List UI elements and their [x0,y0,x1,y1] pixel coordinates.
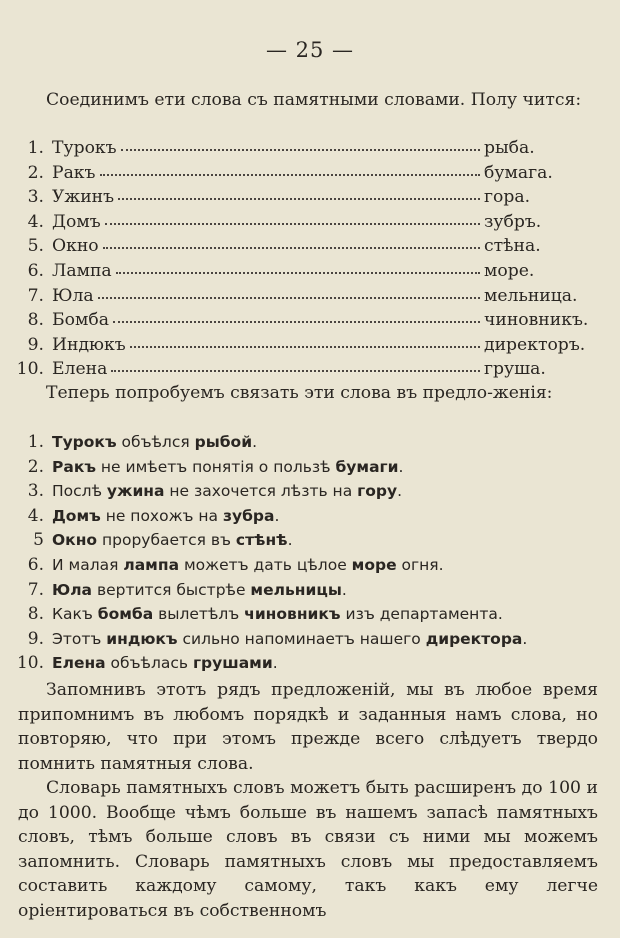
sentence-row [16,578,606,603]
sentence-fragment: огня. [396,555,444,574]
dictionary-paragraph: Словарь памятныхъ словъ можетъ быть расширенъ до 100 и до 1000. Вообще чѣмъ больше въ нашемъ запасѣ памятныхъ словъ, тѣмъ больше словъ въ связи съ ними мы можемъ запомнить. Словарь памятныхъ словъ мы предоставляемъ составить каждому самому, такъ какъ ему легче оріентироваться въ собственномъ [18,778,598,921]
pair-memory-word: директоръ. [484,334,586,355]
keyword-bold: Турокъ [52,433,117,451]
sentence-fragment: . [397,482,403,501]
keyword-bold: Елена [52,654,106,673]
keyword-bold: рыбой [194,433,253,451]
pair-memory-word: стѣна. [484,236,541,257]
pair-word: Индюкъ [52,334,126,355]
dot-leader [100,173,481,176]
pair-number: 3. [27,187,44,208]
sentence-text [52,602,503,627]
sentence-fragment: . [252,433,257,451]
pair-word: Юла [52,285,94,306]
keyword-bold: мельницы [250,580,342,599]
sentence-number: 4. [27,505,44,526]
pair-number: 7. [27,285,44,306]
sentence-list [16,430,606,676]
remember-paragraph: Запомнивъ этотъ рядъ предложеній, мы въ любое время припомнимъ въ любомъ порядкѣ и заданныя намъ слова, но повторяю, что при этомъ прежде всего слѣдуетъ твердо помнить памятныя слова. [18,680,598,774]
sentence-fragment: можетъ дать цѣлое [179,555,352,574]
sentence-fragment: прорубается въ [97,531,236,550]
word-pair-row [16,136,606,161]
sentence-text [52,553,444,578]
sentence-fragment: Этотъ [52,629,107,648]
word-pair-row [16,161,606,186]
sentence-text [52,578,347,603]
pair-memory-word: мельница. [484,285,578,306]
pair-word: Лампа [52,260,112,281]
sentence-fragment: вылетѣлъ [153,605,245,624]
pair-number: 5. [27,236,44,257]
sentence-fragment: . [274,506,280,525]
pair-word: Бомба [52,310,109,331]
word-pair-row [16,185,606,210]
keyword-bold: бомба [97,605,154,624]
word-pair-row [16,357,606,382]
pair-number: 2. [27,162,44,183]
dot-leader [113,320,480,323]
sentence-fragment: Послѣ [52,482,107,501]
keyword-bold: Домъ [52,506,101,525]
pair-memory-word: гора. [484,187,531,208]
word-pair-row [16,259,606,284]
keyword-bold: грушами [192,654,273,673]
keyword-bold: Ракъ [52,457,96,476]
sentence-number: 10. [16,653,44,674]
dot-leader [118,197,480,200]
keyword-bold: стѣнѣ [235,531,288,550]
word-pair-row [16,308,606,333]
pair-memory-word: груша. [484,359,546,380]
sentence-row [16,651,606,676]
keyword-bold: бумаги [335,457,399,476]
keyword-bold: чиновникъ [244,605,341,624]
sentence-fragment: . [272,654,278,673]
pair-memory-word: рыба. [484,138,535,158]
sentence-text [52,651,278,676]
dot-leader [121,148,480,151]
sentence-text [52,528,293,553]
sentence-fragment: вертится быстрѣе [92,580,251,599]
sentence-fragment: не имѣетъ понятія о пользѣ [96,457,336,476]
pair-number: 6. [27,260,44,281]
sentence-fragment: сильно напоминаетъ нашего [177,629,426,648]
keyword-bold: гору [357,482,398,501]
sentence-number: 5 [33,530,44,551]
word-pair-row [16,284,606,309]
sentence-fragment: Какъ [52,605,98,624]
sentence-text [52,479,402,504]
word-pair-list [16,136,606,382]
sentence-number: 1. [27,432,44,452]
sentence-row [16,504,606,529]
sentence-text [52,430,257,455]
sentence-row [16,528,606,553]
pair-memory-word: чиновникъ. [484,310,589,331]
pair-word: Окно [52,236,99,257]
sentence-fragment: не похожъ на [100,506,223,525]
pair-word: Ракъ [52,162,96,183]
sentence-row [16,553,606,578]
sentence-fragment: . [341,580,347,599]
transition-paragraph: Теперь попробуемъ связать эти слова въ предло-женія: [46,383,553,403]
sentence-number: 2. [27,456,44,477]
sentence-number: 3. [27,481,44,502]
pair-number: 1. [27,138,44,158]
word-pair-row [16,234,606,259]
pair-word: Елена [52,359,108,380]
keyword-bold: индюкъ [106,629,178,648]
pair-word: Ужинъ [52,187,115,208]
word-pair-row [16,333,606,358]
sentence-fragment: . [287,531,293,550]
keyword-bold: директора [425,629,523,648]
sentence-fragment: изъ департамента. [340,605,503,624]
word-pair-row [16,210,606,235]
sentence-number: 7. [27,579,44,600]
keyword-bold: море [351,555,397,574]
sentence-fragment: И малая [52,555,124,574]
sentence-text [52,627,527,652]
keyword-bold: ужина [106,482,165,501]
sentence-number: 6. [27,554,44,575]
keyword-bold: лампа [123,555,180,574]
sentence-number: 8. [27,604,44,625]
dot-leader [111,369,480,372]
sentence-text [52,504,279,529]
sentence-fragment: . [522,629,528,648]
dot-leader [103,246,480,249]
dot-leader [98,296,480,299]
sentence-fragment: объѣлась [105,654,193,673]
pair-memory-word: бумага. [484,162,553,183]
dot-leader [130,345,480,348]
intro-paragraph: Соединимъ ети слова съ памятными словами. Полу чится: [46,90,582,110]
pair-number: 4. [27,211,44,232]
pair-number: 9. [27,334,44,355]
sentence-row [16,455,606,480]
pair-number: 10. [16,359,44,380]
pair-word: Домъ [52,211,101,232]
pair-number: 8. [27,310,44,331]
keyword-bold: Окно [52,531,98,550]
sentence-row [16,602,606,627]
sentence-number: 9. [27,628,44,649]
sentence-row [16,479,606,504]
sentence-row [16,430,606,455]
keyword-bold: Юла [52,580,93,599]
pair-memory-word: зубръ. [484,211,542,232]
sentence-text [52,455,403,480]
dot-leader [116,271,480,274]
pair-memory-word: море. [484,260,535,281]
keyword-bold: зубра [222,506,275,525]
sentence-fragment: не захочется лѣзть на [164,482,358,501]
page-number: — 25 — [265,38,355,62]
dot-leader [105,222,480,225]
sentence-row [16,627,606,652]
sentence-fragment: объѣлся [116,433,195,451]
sentence-fragment: . [398,457,404,476]
pair-word: Турокъ [52,138,117,158]
